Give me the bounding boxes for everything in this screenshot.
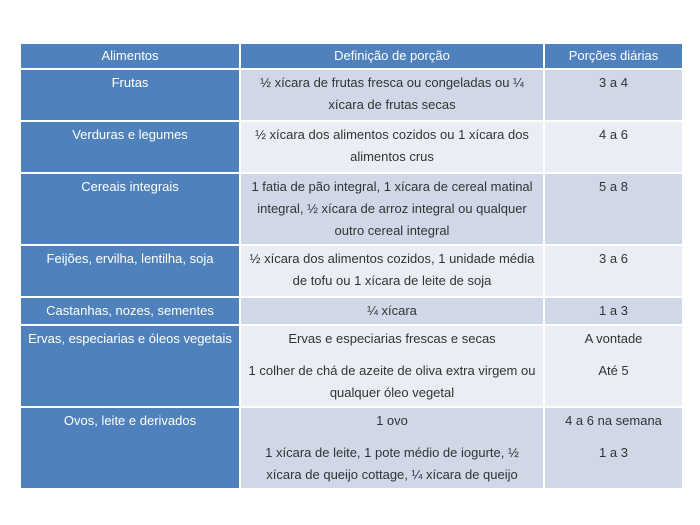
daily-servings-line: 1 a 3 bbox=[599, 445, 628, 460]
line-spacer bbox=[551, 432, 676, 442]
portion-definition: ½ xícara dos alimentos cozidos ou 1 xícara dos alimentos crus bbox=[240, 121, 544, 173]
portion-definition-line: 1 xícara de leite, 1 pote médio de iogurte, ½ xícara de queijo cottage, ¼ xícara de queijo bbox=[265, 445, 519, 482]
portions-table-container bbox=[19, 42, 682, 490]
food-category: Castanhas, nozes, sementes bbox=[20, 297, 240, 325]
table-header-row bbox=[20, 43, 683, 69]
daily-servings bbox=[544, 407, 683, 489]
table-row bbox=[20, 245, 683, 297]
line-spacer bbox=[551, 350, 676, 360]
food-category: Cereais integrais bbox=[20, 173, 240, 245]
portion-definition: ½ xícara de frutas fresca ou congeladas ou ¼ xícara de frutas secas bbox=[240, 69, 544, 121]
table-row bbox=[20, 69, 683, 121]
portions-table bbox=[19, 42, 684, 490]
daily-servings: 3 a 4 bbox=[544, 69, 683, 121]
daily-servings: 5 a 8 bbox=[544, 173, 683, 245]
table-row bbox=[20, 173, 683, 245]
table-row bbox=[20, 407, 683, 489]
food-category: Ovos, leite e derivados bbox=[20, 407, 240, 489]
daily-servings bbox=[544, 325, 683, 407]
line-spacer bbox=[247, 432, 537, 442]
portion-definition: ½ xícara dos alimentos cozidos, 1 unidade média de tofu ou 1 xícara de leite de soja bbox=[240, 245, 544, 297]
portion-definition bbox=[240, 407, 544, 489]
header-alimentos: Alimentos bbox=[20, 43, 240, 69]
table-row bbox=[20, 297, 683, 325]
daily-servings-line: Até 5 bbox=[598, 363, 629, 378]
daily-servings-line: A vontade bbox=[584, 331, 643, 346]
daily-servings: 3 a 6 bbox=[544, 245, 683, 297]
portion-definition: 1 fatia de pão integral, 1 xícara de cereal matinal integral, ½ xícara de arroz integral ou qualquer outro cereal integral bbox=[240, 173, 544, 245]
table-row bbox=[20, 121, 683, 173]
portion-definition: ¼ xícara bbox=[240, 297, 544, 325]
header-definicao-porcao: Definição de porção bbox=[240, 43, 544, 69]
daily-servings: 4 a 6 bbox=[544, 121, 683, 173]
portion-definition bbox=[240, 325, 544, 407]
header-porcoes-diarias: Porções diárias bbox=[544, 43, 683, 69]
daily-servings: 1 a 3 bbox=[544, 297, 683, 325]
table-row bbox=[20, 325, 683, 407]
food-category: Ervas, especiarias e óleos vegetais bbox=[20, 325, 240, 407]
daily-servings-line: 4 a 6 na semana bbox=[565, 413, 662, 428]
portion-definition-line: 1 ovo bbox=[376, 413, 408, 428]
portion-definition-line: 1 colher de chá de azeite de oliva extra virgem ou qualquer óleo vegetal bbox=[248, 363, 536, 400]
food-category: Feijões, ervilha, lentilha, soja bbox=[20, 245, 240, 297]
line-spacer bbox=[247, 350, 537, 360]
portion-definition-line: Ervas e especiarias frescas e secas bbox=[288, 331, 496, 346]
food-category: Frutas bbox=[20, 69, 240, 121]
food-category: Verduras e legumes bbox=[20, 121, 240, 173]
